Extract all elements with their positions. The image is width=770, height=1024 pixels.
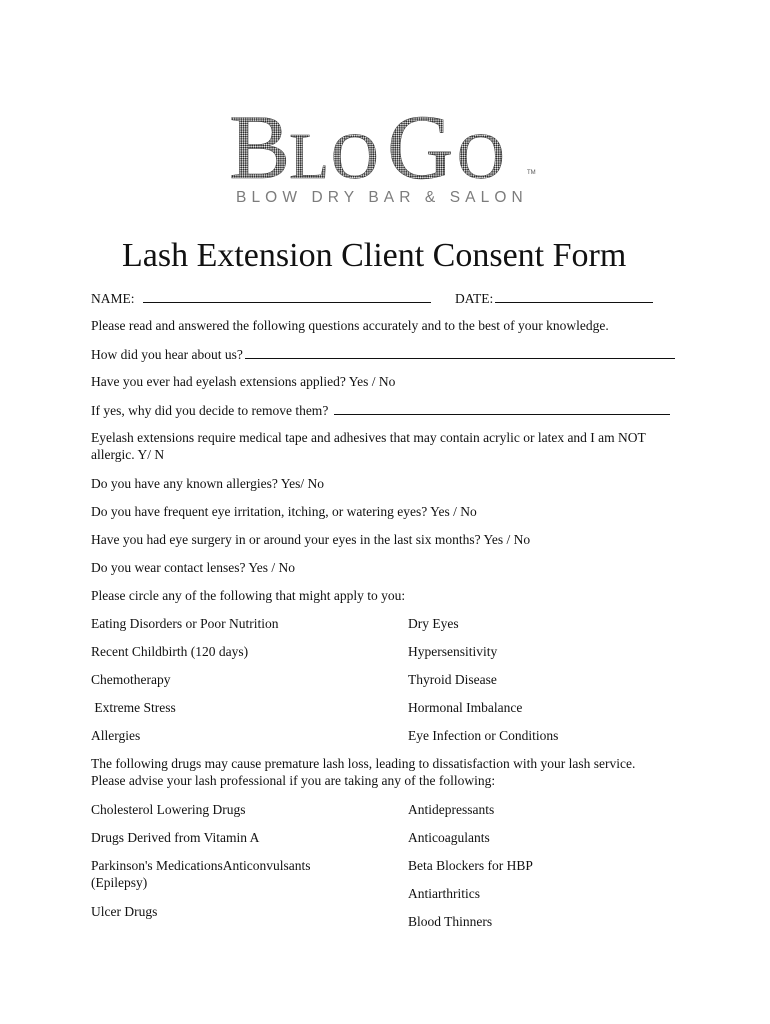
question-why-remove bbox=[91, 402, 670, 419]
why-remove-blank[interactable] bbox=[334, 402, 670, 415]
condition-item[interactable]: Allergies bbox=[91, 728, 141, 743]
question-hear-about bbox=[91, 346, 675, 363]
drug-item: Antiarthritics bbox=[408, 886, 480, 901]
question-contacts: Do you wear contact lenses? Yes / No bbox=[91, 560, 295, 575]
condition-item[interactable]: Dry Eyes bbox=[408, 616, 459, 631]
condition-item[interactable]: Hormonal Imbalance bbox=[408, 700, 523, 715]
intro-text: Please read and answered the following questions accurately and to the best of your knowledge. bbox=[91, 318, 609, 333]
question-adhesive-line1: Eyelash extensions require medical tape and adhesives that may contain acrylic or latex and I am NOT bbox=[91, 430, 646, 445]
condition-item[interactable]: Recent Childbirth (120 days) bbox=[91, 644, 249, 659]
condition-item[interactable]: Eye Infection or Conditions bbox=[408, 728, 559, 743]
conditions-prompt: Please circle any of the following that might apply to you: bbox=[91, 588, 406, 603]
question-eye-irritation: Do you have frequent eye irritation, itching, or watering eyes? Yes / No bbox=[91, 504, 477, 519]
question-why-remove-label: If yes, why did you decide to remove them? bbox=[91, 403, 329, 418]
svg-text:G: G bbox=[387, 96, 454, 186]
condition-item[interactable]: Extreme Stress bbox=[91, 700, 176, 715]
condition-item[interactable]: Thyroid Disease bbox=[408, 672, 497, 687]
name-label: NAME: bbox=[91, 291, 135, 306]
question-adhesive-line2: allergic. Y/ N bbox=[91, 447, 165, 462]
svg-text:O: O bbox=[457, 120, 505, 186]
date-label: DATE: bbox=[455, 291, 494, 306]
date-blank[interactable] bbox=[495, 290, 653, 303]
drug-item: Anticoagulants bbox=[408, 830, 490, 845]
svg-text:O: O bbox=[331, 120, 379, 186]
hear-about-blank[interactable] bbox=[245, 346, 675, 359]
name-field-row bbox=[91, 290, 431, 307]
question-eye-surgery: Have you had eye surgery in or around your eyes in the last six months? Yes / No bbox=[91, 532, 531, 547]
question-allergies: Do you have any known allergies? Yes/ No bbox=[91, 476, 324, 491]
drug-item: Cholesterol Lowering Drugs bbox=[91, 802, 246, 817]
condition-item[interactable]: Hypersensitivity bbox=[408, 644, 498, 659]
blogo-logo bbox=[227, 96, 557, 186]
drug-item: Ulcer Drugs bbox=[91, 904, 158, 919]
logo-tagline: BLOW DRY BAR & SALON bbox=[236, 189, 528, 206]
svg-text:B: B bbox=[229, 96, 291, 186]
drug-item: Beta Blockers for HBP bbox=[408, 858, 533, 873]
svg-text:TM: TM bbox=[527, 170, 536, 176]
question-hear-about-label: How did you hear about us? bbox=[91, 347, 243, 362]
drugs-intro-line2: Please advise your lash professional if you are taking any of the following: bbox=[91, 773, 496, 788]
date-field-row bbox=[455, 290, 653, 307]
condition-item[interactable]: Chemotherapy bbox=[91, 672, 171, 687]
drug-item: Parkinson's MedicationsAnticonvulsants bbox=[91, 858, 311, 873]
drug-item: (Epilepsy) bbox=[91, 875, 148, 890]
drug-item: Blood Thinners bbox=[408, 914, 493, 929]
svg-text:L: L bbox=[289, 120, 330, 186]
question-had-extensions: Have you ever had eyelash extensions applied? Yes / No bbox=[91, 374, 396, 389]
name-blank[interactable] bbox=[143, 290, 431, 303]
page-title: Lash Extension Client Consent Form bbox=[122, 237, 627, 274]
drugs-intro-line1: The following drugs may cause premature lash loss, leading to dissatisfaction with your lash service. bbox=[91, 756, 636, 771]
drug-item: Antidepressants bbox=[408, 802, 495, 817]
condition-item[interactable]: Eating Disorders or Poor Nutrition bbox=[91, 616, 279, 631]
drug-item: Drugs Derived from Vitamin A bbox=[91, 830, 260, 845]
